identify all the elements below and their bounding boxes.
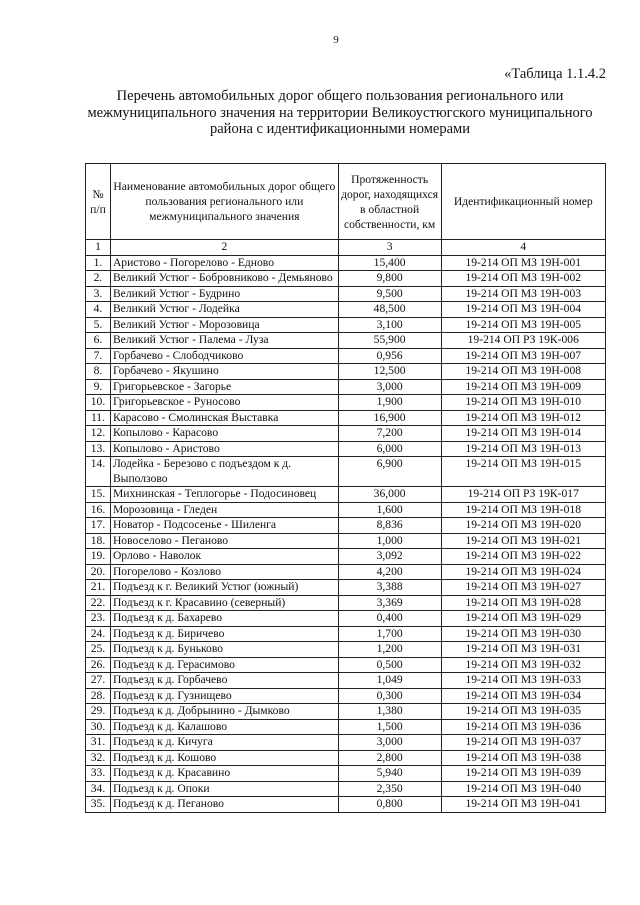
road-length: 3,000 (338, 735, 441, 751)
row-number: 8. (86, 364, 111, 380)
row-number: 27. (86, 673, 111, 689)
table-row (86, 564, 606, 580)
row-number: 21. (86, 580, 111, 596)
row-number: 19. (86, 549, 111, 565)
table-row (86, 441, 606, 457)
road-length: 1,700 (338, 626, 441, 642)
road-name: Подъезд к д. Герасимово (110, 657, 338, 673)
road-id: 19-214 ОП РЗ 19К-006 (441, 333, 605, 349)
road-name: Копылово - Карасово (110, 426, 338, 442)
road-length: 9,800 (338, 271, 441, 287)
road-id: 19-214 ОП МЗ 19Н-009 (441, 379, 605, 395)
table-row (86, 487, 606, 503)
road-name: Лодейка - Березово с подъездом к д. Выползово (110, 457, 338, 487)
road-id: 19-214 ОП МЗ 19Н-024 (441, 564, 605, 580)
road-name: Новоселово - Пеганово (110, 533, 338, 549)
road-length: 3,100 (338, 317, 441, 333)
table-header-row (86, 164, 606, 240)
table-row (86, 611, 606, 627)
road-id: 19-214 ОП МЗ 19Н-035 (441, 704, 605, 720)
road-id: 19-214 ОП МЗ 19Н-038 (441, 750, 605, 766)
road-id: 19-214 ОП МЗ 19Н-032 (441, 657, 605, 673)
table-row (86, 797, 606, 813)
row-number: 5. (86, 317, 111, 333)
road-id: 19-214 ОП МЗ 19Н-008 (441, 364, 605, 380)
road-length: 3,000 (338, 379, 441, 395)
road-name: Григорьевское - Руносово (110, 395, 338, 411)
road-id: 19-214 ОП МЗ 19Н-013 (441, 441, 605, 457)
road-length: 15,400 (338, 255, 441, 271)
row-number: 25. (86, 642, 111, 658)
road-length: 0,956 (338, 348, 441, 364)
road-id: 19-214 ОП МЗ 19Н-015 (441, 457, 605, 487)
road-length: 3,388 (338, 580, 441, 596)
table-row (86, 348, 606, 364)
table-row (86, 673, 606, 689)
road-name: Горбачево - Слободчиково (110, 348, 338, 364)
table-row (86, 395, 606, 411)
road-id: 19-214 ОП МЗ 19Н-030 (441, 626, 605, 642)
road-id: 19-214 ОП МЗ 19Н-034 (441, 688, 605, 704)
table-row (86, 626, 606, 642)
road-id: 19-214 ОП МЗ 19Н-002 (441, 271, 605, 287)
road-length: 5,940 (338, 766, 441, 782)
row-number: 13. (86, 441, 111, 457)
road-name: Подъезд к д. Биричево (110, 626, 338, 642)
header-road-name: Наименование автомобильных дорог общего пользования регионального или межмуниципального значения (110, 164, 338, 240)
road-id: 19-214 ОП МЗ 19Н-003 (441, 286, 605, 302)
table-row (86, 286, 606, 302)
road-length: 36,000 (338, 487, 441, 503)
table-label: «Таблица 1.1.4.2 (504, 66, 606, 82)
road-name: Аристово - Погорелово - Едново (110, 255, 338, 271)
column-number: 2 (110, 240, 338, 256)
row-number: 17. (86, 518, 111, 534)
table-row (86, 549, 606, 565)
road-id: 19-214 ОП МЗ 19Н-014 (441, 426, 605, 442)
row-number: 18. (86, 533, 111, 549)
road-name: Великий Устюг - Палема - Луза (110, 333, 338, 349)
road-length: 7,200 (338, 426, 441, 442)
road-name: Подъезд к г. Красавино (северный) (110, 595, 338, 611)
road-length: 3,369 (338, 595, 441, 611)
road-id: 19-214 ОП МЗ 19Н-036 (441, 719, 605, 735)
table-row (86, 533, 606, 549)
road-length: 9,500 (338, 286, 441, 302)
row-number: 7. (86, 348, 111, 364)
road-length: 55,900 (338, 333, 441, 349)
road-name: Карасово - Смолинская Выставка (110, 410, 338, 426)
header-number: № п/п (86, 164, 111, 240)
road-name: Подъезд к д. Буньково (110, 642, 338, 658)
road-id: 19-214 ОП МЗ 19Н-040 (441, 781, 605, 797)
road-length: 2,800 (338, 750, 441, 766)
road-length: 3,092 (338, 549, 441, 565)
row-number: 26. (86, 657, 111, 673)
table-row (86, 735, 606, 751)
table-row (86, 426, 606, 442)
road-id: 19-214 ОП МЗ 19Н-031 (441, 642, 605, 658)
road-id: 19-214 ОП МЗ 19Н-020 (441, 518, 605, 534)
road-length: 1,380 (338, 704, 441, 720)
road-id: 19-214 ОП МЗ 19Н-010 (441, 395, 605, 411)
road-name: Подъезд к д. Бахарево (110, 611, 338, 627)
road-name: Великий Устюг - Будрино (110, 286, 338, 302)
document-title: Перечень автомобильных дорог общего пользования регионального или межмуниципального значения на территории Великоустюгского муниципального района с идентификационными номерами (87, 88, 593, 137)
table-row (86, 518, 606, 534)
road-name: Великий Устюг - Морозовица (110, 317, 338, 333)
row-number: 28. (86, 688, 111, 704)
road-name: Горбачево - Якушино (110, 364, 338, 380)
column-number: 3 (338, 240, 441, 256)
road-name: Подъезд к д. Гузнищево (110, 688, 338, 704)
road-length: 0,800 (338, 797, 441, 813)
road-length: 1,000 (338, 533, 441, 549)
table-row (86, 457, 606, 487)
road-length: 1,600 (338, 502, 441, 518)
column-number: 1 (86, 240, 111, 256)
table-row (86, 766, 606, 782)
table-row (86, 657, 606, 673)
road-id: 19-214 ОП МЗ 19Н-039 (441, 766, 605, 782)
road-length: 48,500 (338, 302, 441, 318)
row-number: 15. (86, 487, 111, 503)
road-name: Копылово - Аристово (110, 441, 338, 457)
road-name: Великий Устюг - Бобровниково - Демьяново (110, 271, 338, 287)
table-row (86, 719, 606, 735)
road-name: Михнинская - Теплогорье - Подосиновец (110, 487, 338, 503)
road-id: 19-214 ОП МЗ 19Н-004 (441, 302, 605, 318)
road-name: Подъезд к д. Пеганово (110, 797, 338, 813)
table-row (86, 595, 606, 611)
road-length: 16,900 (338, 410, 441, 426)
row-number: 35. (86, 797, 111, 813)
header-length: Протяженность дорог, находящихся в областной собственности, км (338, 164, 441, 240)
row-number: 29. (86, 704, 111, 720)
table-row (86, 410, 606, 426)
row-number: 4. (86, 302, 111, 318)
row-number: 9. (86, 379, 111, 395)
row-number: 10. (86, 395, 111, 411)
table-row (86, 688, 606, 704)
road-id: 19-214 ОП МЗ 19Н-001 (441, 255, 605, 271)
road-id: 19-214 ОП МЗ 19Н-027 (441, 580, 605, 596)
row-number: 11. (86, 410, 111, 426)
road-id: 19-214 ОП МЗ 19Н-021 (441, 533, 605, 549)
column-number: 4 (441, 240, 605, 256)
row-number: 24. (86, 626, 111, 642)
row-number: 34. (86, 781, 111, 797)
road-id: 19-214 ОП МЗ 19Н-018 (441, 502, 605, 518)
table-row (86, 364, 606, 380)
row-number: 1. (86, 255, 111, 271)
road-name: Орлово - Наволок (110, 549, 338, 565)
header-id: Идентификационный номер (441, 164, 605, 240)
road-id: 19-214 ОП МЗ 19Н-012 (441, 410, 605, 426)
column-numbers-row (86, 240, 606, 256)
road-length: 1,200 (338, 642, 441, 658)
road-id: 19-214 ОП МЗ 19Н-037 (441, 735, 605, 751)
road-id: 19-214 ОП МЗ 19Н-005 (441, 317, 605, 333)
row-number: 3. (86, 286, 111, 302)
road-length: 6,900 (338, 457, 441, 487)
road-name: Новатор - Подсосенье - Шиленга (110, 518, 338, 534)
road-length: 0,500 (338, 657, 441, 673)
row-number: 31. (86, 735, 111, 751)
road-name: Подъезд к д. Красавино (110, 766, 338, 782)
table-row (86, 642, 606, 658)
table-row (86, 255, 606, 271)
road-name: Подъезд к д. Горбачево (110, 673, 338, 689)
row-number: 32. (86, 750, 111, 766)
road-length: 1,049 (338, 673, 441, 689)
road-name: Подъезд к г. Великий Устюг (южный) (110, 580, 338, 596)
row-number: 30. (86, 719, 111, 735)
table-row (86, 271, 606, 287)
table-row (86, 502, 606, 518)
row-number: 2. (86, 271, 111, 287)
road-name: Великий Устюг - Лодейка (110, 302, 338, 318)
row-number: 14. (86, 457, 111, 487)
road-id: 19-214 ОП МЗ 19Н-033 (441, 673, 605, 689)
road-length: 2,350 (338, 781, 441, 797)
page-number: 9 (333, 34, 339, 46)
road-id: 19-214 ОП МЗ 19Н-007 (441, 348, 605, 364)
road-length: 1,500 (338, 719, 441, 735)
road-id: 19-214 ОП МЗ 19Н-028 (441, 595, 605, 611)
road-length: 1,900 (338, 395, 441, 411)
row-number: 16. (86, 502, 111, 518)
roads-table (85, 163, 606, 813)
table-row (86, 781, 606, 797)
row-number: 22. (86, 595, 111, 611)
road-name: Подъезд к д. Калашово (110, 719, 338, 735)
road-id: 19-214 ОП РЗ 19К-017 (441, 487, 605, 503)
road-length: 8,836 (338, 518, 441, 534)
road-length: 6,000 (338, 441, 441, 457)
road-length: 0,400 (338, 611, 441, 627)
road-name: Григорьевское - Загорье (110, 379, 338, 395)
road-id: 19-214 ОП МЗ 19Н-022 (441, 549, 605, 565)
road-name: Погорелово - Козлово (110, 564, 338, 580)
road-name: Подъезд к д. Кичуга (110, 735, 338, 751)
row-number: 20. (86, 564, 111, 580)
table-row (86, 333, 606, 349)
road-id: 19-214 ОП МЗ 19Н-029 (441, 611, 605, 627)
road-name: Подъезд к д. Опоки (110, 781, 338, 797)
table-row (86, 580, 606, 596)
road-length: 4,200 (338, 564, 441, 580)
row-number: 33. (86, 766, 111, 782)
table-row (86, 302, 606, 318)
road-name: Морозовица - Гледен (110, 502, 338, 518)
table-row (86, 750, 606, 766)
table-row (86, 704, 606, 720)
road-length: 12,500 (338, 364, 441, 380)
road-name: Подъезд к д. Добрынино - Дымково (110, 704, 338, 720)
row-number: 23. (86, 611, 111, 627)
road-name: Подъезд к д. Кошово (110, 750, 338, 766)
table-row (86, 379, 606, 395)
row-number: 12. (86, 426, 111, 442)
table-row (86, 317, 606, 333)
road-id: 19-214 ОП МЗ 19Н-041 (441, 797, 605, 813)
row-number: 6. (86, 333, 111, 349)
road-length: 0,300 (338, 688, 441, 704)
